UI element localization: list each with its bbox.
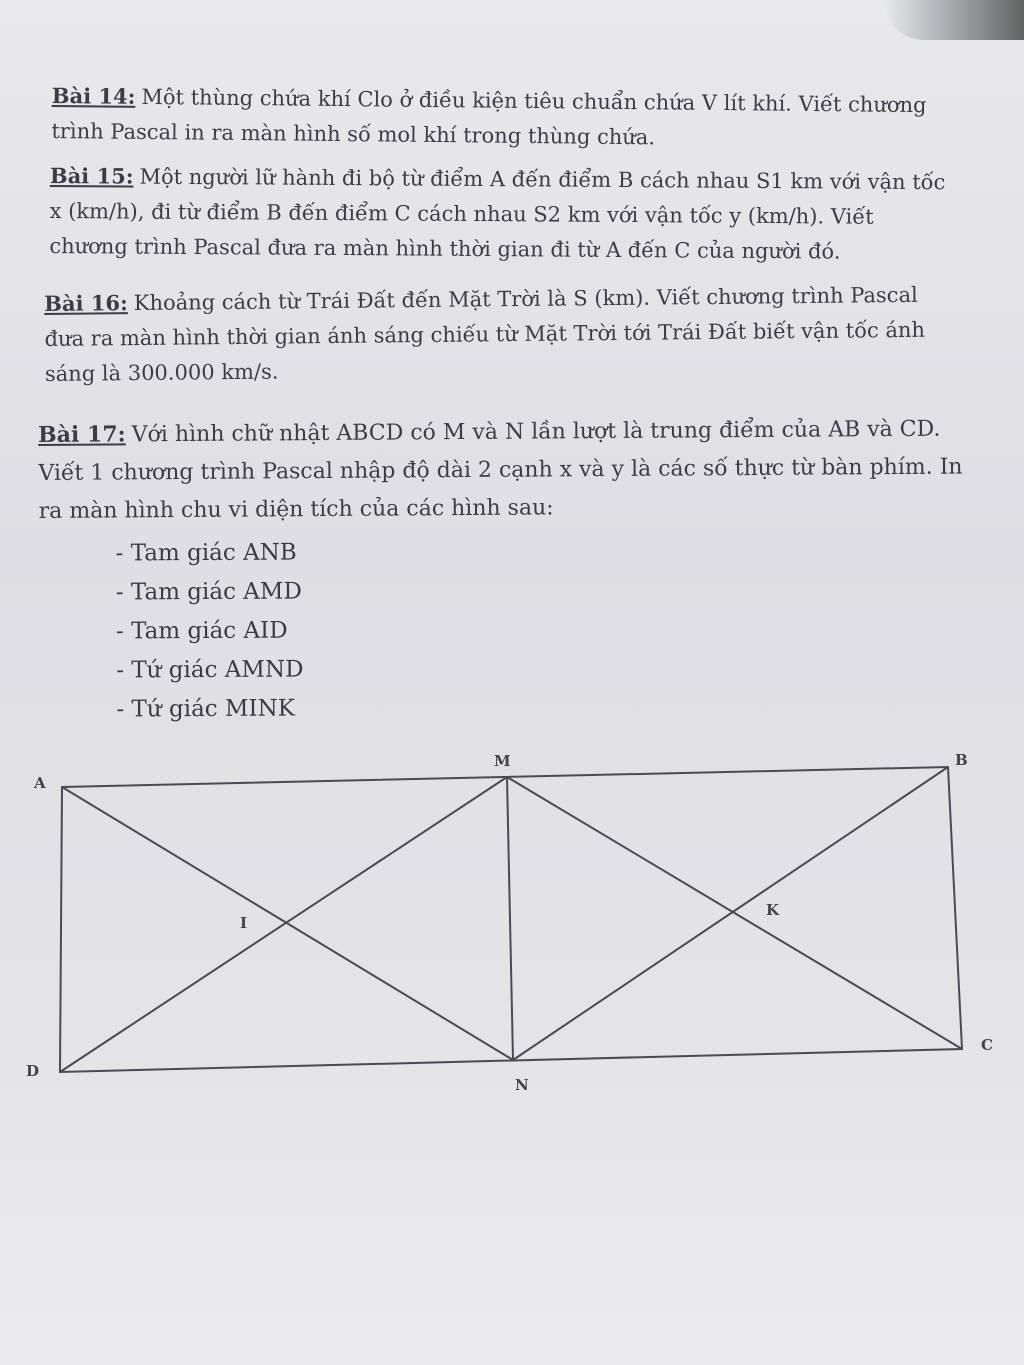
segment-md [60,777,507,1072]
label-d: D [26,1062,40,1080]
corner-shadow [884,0,1024,40]
list-item: - Tam giác AMD [116,573,303,613]
label-c: C [981,1036,993,1054]
shape-list [115,534,303,730]
label-b: B [955,751,968,769]
list-item: - Tứ giác AMND [116,651,303,691]
label-m: M [494,752,511,770]
problem-17-title: Bài 17: [38,421,126,448]
problem-16-title: Bài 16: [44,290,128,316]
problem-15-paragraph [49,158,950,270]
rectangle-diagram [0,740,1024,1100]
problem-17-text: Với hình chữ nhật ABCD có M và N lần lượt là trung điểm của AB và CD. Viết 1 chương trình Pascal nhập độ dài 2 cạnh x và y là các số thực từ bàn phím. In ra màn hình chu vi diện tích của các hình sau: [38,416,963,524]
problem-16 [44,277,945,392]
problem-17 [38,409,979,531]
problem-14 [51,78,952,158]
problem-14-paragraph [51,78,952,158]
problem-15-text: Một người lữ hành đi bộ từ điểm A đến điểm B cách nhau S1 km với vận tốc x (km/h), đi từ điểm B đến điểm C cách nhau S2 km với vận tốc y (km/h). Viết chương trình Pascal đưa ra màn hình thời gian đi từ A đến C của người đó. [49,164,946,264]
label-n: N [515,1076,529,1094]
problem-14-title: Bài 14: [51,82,136,109]
segment-an [62,787,513,1060]
problem-16-paragraph [44,277,945,392]
list-item: - Tam giác AID [116,612,303,652]
segment-mn [507,777,513,1060]
problem-15-title: Bài 15: [49,162,134,189]
label-a: A [34,774,46,792]
segment-mc [507,777,962,1049]
problem-17-paragraph [38,409,979,531]
label-k: K [766,901,780,919]
list-item: - Tứ giác MINK [116,690,303,730]
problem-16-text: Khoảng cách từ Trái Đất đến Mặt Trời là S (km). Viết chương trình Pascal đưa ra màn hình thời gian ánh sáng chiếu từ Mặt Trời tới Trái Đất biết vận tốc ánh sáng là 300.000 km/s. [44,282,926,386]
segment-bn [513,767,948,1060]
list-item: - Tam giác ANB [115,534,302,574]
problem-15 [49,158,950,270]
problem-14-text: Một thùng chứa khí Clo ở điều kiện tiêu chuẩn chứa V lít khí. Viết chương trình Pascal in ra màn hình số mol khí trong thùng chứa. [51,84,927,150]
label-i: I [240,914,248,932]
